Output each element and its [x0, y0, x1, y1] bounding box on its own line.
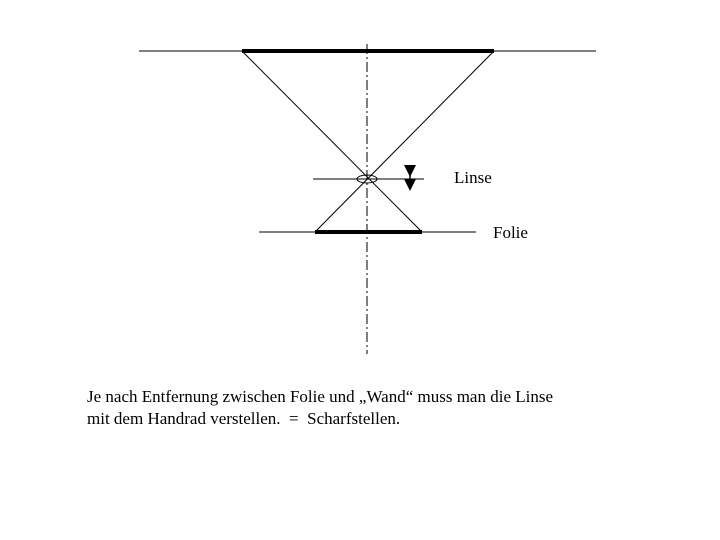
caption-line-1: Je nach Entfernung zwischen Folie und „Wand“ muss man die Linse: [87, 387, 554, 406]
film-label: Folie: [493, 223, 528, 242]
light-ray-right: [315, 51, 494, 232]
lens-label: Linse: [454, 168, 492, 187]
caption-line-2: mit dem Handrad verstellen. = Scharfstellen.: [87, 409, 401, 428]
light-ray-left: [242, 51, 422, 232]
caption: [87, 386, 687, 430]
